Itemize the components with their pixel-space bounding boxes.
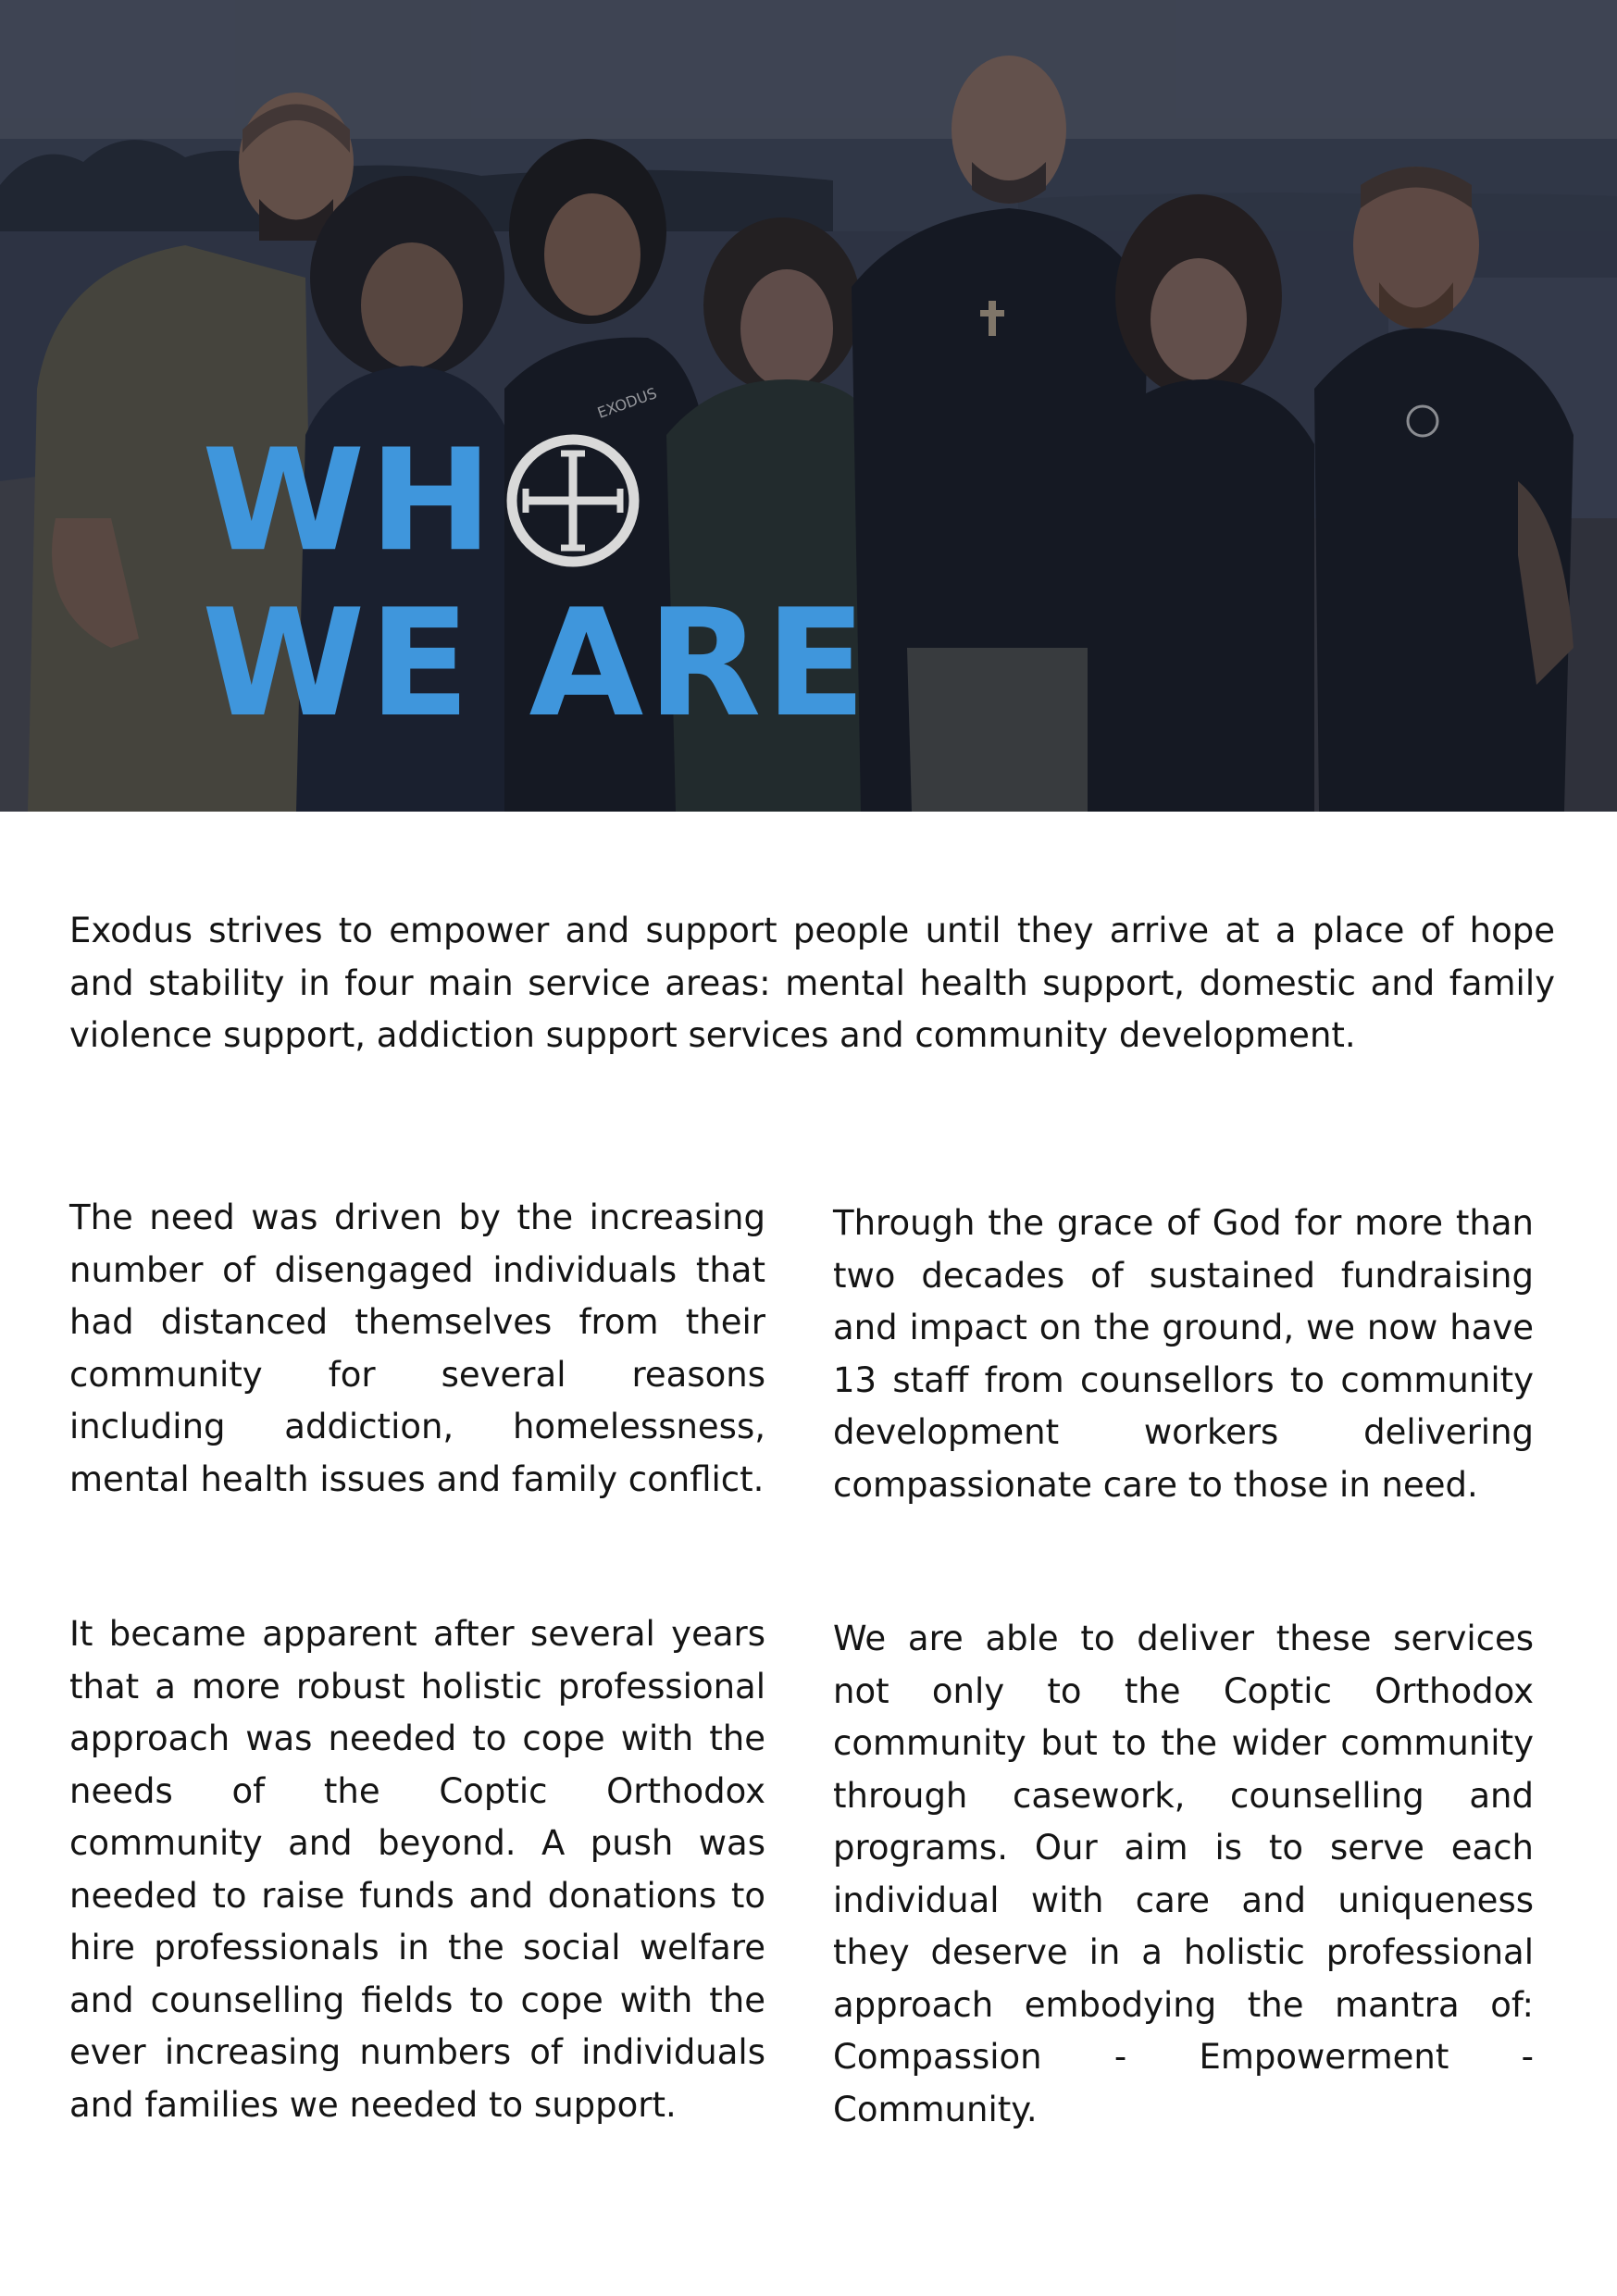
headline-we-are: WE ARE [202,577,870,750]
headline-line-1 [202,417,870,583]
right-paragraph-1: Through the grace of God for more than two decades of sustained fundraising and impact on the ground, we now have 13 staff from counsellors to community development workers delivering compassionate care to those in need. [833,1203,1534,1505]
right-paragraph-2: We are able to deliver these services not only to the Coptic Orthodox community but to the wider community through casework, counselling and programs. Our aim is to serve each individual with care and uniqueness they deserve in a holistic professional approach embodying the mantra of: Compassion - Empowerment - Community. [833,1619,1534,2129]
left-paragraph-1: The need was driven by the increasing number of disengaged individuals that had distanced themselves from their community for several reasons including addiction, homelessness, mental health issues and family conflict. [69,1198,765,1499]
hero-photo [0,0,1617,812]
shirt-logo-text: EXODUS [594,384,660,422]
page-title [202,417,870,750]
headline-who: WH [202,417,497,583]
intro-paragraph: Exodus strives to empower and support people until they arrive at a place of hope and stability in four main service areas: mental health support, domestic and family violence support, addiction support services and community development. [69,911,1555,1055]
coptic-cross-circle-icon [505,433,641,568]
left-paragraph-2: It became apparent after several years that a more robust holistic professional approach was needed to cope with the needs of the Coptic Orthodox community and beyond. A push was needed to raise funds and donations to hire professionals in the social welfare and counselling fields to cope with the ever increasing numbers of individuals and families we needed to support. [69,1614,765,2125]
